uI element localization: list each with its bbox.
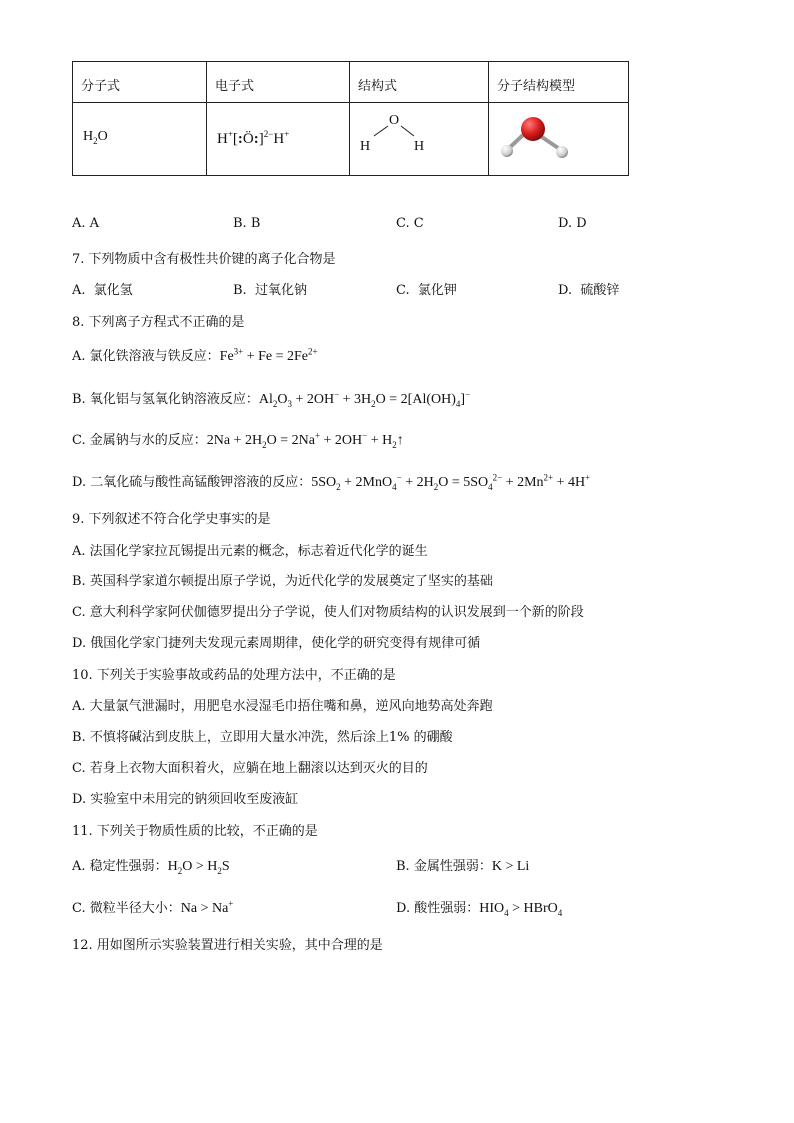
q9-option-b[interactable]: B. 英国科学家道尔顿提出原子学说，为近代化学的发展奠定了坚实的基础: [72, 574, 493, 589]
header-molecular-model: 分子结构模型: [489, 62, 629, 103]
q6-option-c[interactable]: C. C: [396, 216, 424, 231]
electron-formula: H+[:Ö:]$^{2-}$H+: [217, 129, 290, 147]
q9-option-d[interactable]: D. 俄国化学家门捷列夫发现元素周期律，使化学的研究变得有规律可循: [72, 636, 481, 651]
q8-option-c[interactable]: C. 金属钠与水的反应：$2Na + 2H_2O = 2Na^+ + 2OH^-$ + $H_2↑$: [72, 430, 404, 450]
q10-option-c[interactable]: C. 若身上衣物大面积着火，应躺在地上翻滚以达到灭火的目的: [72, 761, 428, 776]
h2o-table: [72, 61, 629, 176]
ball-stick-model: [489, 103, 628, 175]
header-molecular-formula: 分子式: [73, 62, 207, 103]
structure-o-label: O: [389, 113, 400, 128]
q11-stem: 11. 下列关于物质性质的比较，不正确的是: [72, 824, 318, 839]
q10-option-a[interactable]: A. 大量氯气泄漏时，用肥皂水浸湿毛巾捂住嘴和鼻，逆风向地势高处奔跑: [72, 699, 493, 714]
q8-option-b[interactable]: B. 氧化铝与氢氧化钠溶液反应：$Al_2O_3 + 2OH^- + 3H_2O = 2[Al(OH)_4]^-$: [72, 389, 471, 409]
q12-stem: 12. 用如图所示实验装置进行相关实验，其中合理的是: [72, 938, 383, 953]
q8-stem: 8. 下列离子方程式不正确的是: [72, 315, 245, 330]
q7-option-d[interactable]: D. 硫酸锌: [558, 283, 620, 298]
q10-option-b[interactable]: B. 不慎将碱沾到皮肤上，立即用大量水冲洗，然后涂上1% 的硼酸: [72, 730, 453, 745]
q10-stem: 10. 下列关于实验事故或药品的处理方法中，不正确的是: [72, 668, 396, 683]
q9-option-c[interactable]: C. 意大利科学家阿伏伽德罗提出分子学说，使人们对物质结构的认识发展到一个新的阶段: [72, 605, 584, 620]
cell-structural-formula: [350, 103, 489, 176]
q11-option-d[interactable]: D. 酸性强弱：$HIO_4$ > HBrO$_4$: [396, 901, 563, 918]
hydrogen-atom-left: [501, 145, 513, 157]
q7-option-c[interactable]: C. 氯化钾: [396, 283, 457, 298]
q8-option-d[interactable]: D. 二氧化硫与酸性高锰酸钾溶液的反应：$5SO_2 + 2MnO_4^- + 2H_2O = 5SO_4^{2-} + 2Mn^{2+} + 4H^+$: [72, 472, 591, 492]
q7-stem: 7. 下列物质中含有极性共价键的离子化合物是: [72, 252, 336, 267]
q6-option-d[interactable]: D. D: [558, 216, 587, 231]
oxygen-atom: [521, 117, 545, 141]
cell-electron-formula: [207, 103, 350, 176]
h2o-formula: $H_2O$: [83, 129, 108, 146]
q6-option-a[interactable]: A. A: [72, 216, 100, 231]
q11-option-a[interactable]: A. 稳定性强弱：$H_2O > H_2S$: [72, 859, 230, 876]
q10-option-d[interactable]: D. 实验室中未用完的钠须回收至废液缸: [72, 792, 299, 807]
cell-h2o-formula: [73, 103, 207, 176]
q9-stem: 9. 下列叙述不符合化学史事实的是: [72, 512, 271, 527]
structure-h-right-label: H: [414, 139, 425, 154]
q11-option-b[interactable]: B. 金属性强弱：K > Li: [396, 859, 530, 874]
hydrogen-atom-right: [556, 146, 568, 158]
header-structural-formula: 结构式: [350, 62, 489, 103]
q11-option-c[interactable]: C. 微粒半径大小：Na > Na+: [72, 898, 234, 916]
q9-option-a[interactable]: A. 法国化学家拉瓦锡提出元素的概念，标志着近代化学的诞生: [72, 544, 428, 559]
header-electron-formula: 电子式: [207, 62, 350, 103]
structure-h-left-label: H: [360, 139, 371, 154]
q7-option-a[interactable]: A. 氯化氢: [72, 283, 133, 298]
q6-option-b[interactable]: B. B: [233, 216, 261, 231]
cell-molecular-model: [489, 103, 629, 176]
q8-option-a[interactable]: A. 氯化铁溶液与铁反应：$Fe^{3+} + Fe = 2Fe^{2+}$: [72, 346, 318, 364]
q7-option-b[interactable]: B. 过氧化钠: [233, 283, 307, 298]
